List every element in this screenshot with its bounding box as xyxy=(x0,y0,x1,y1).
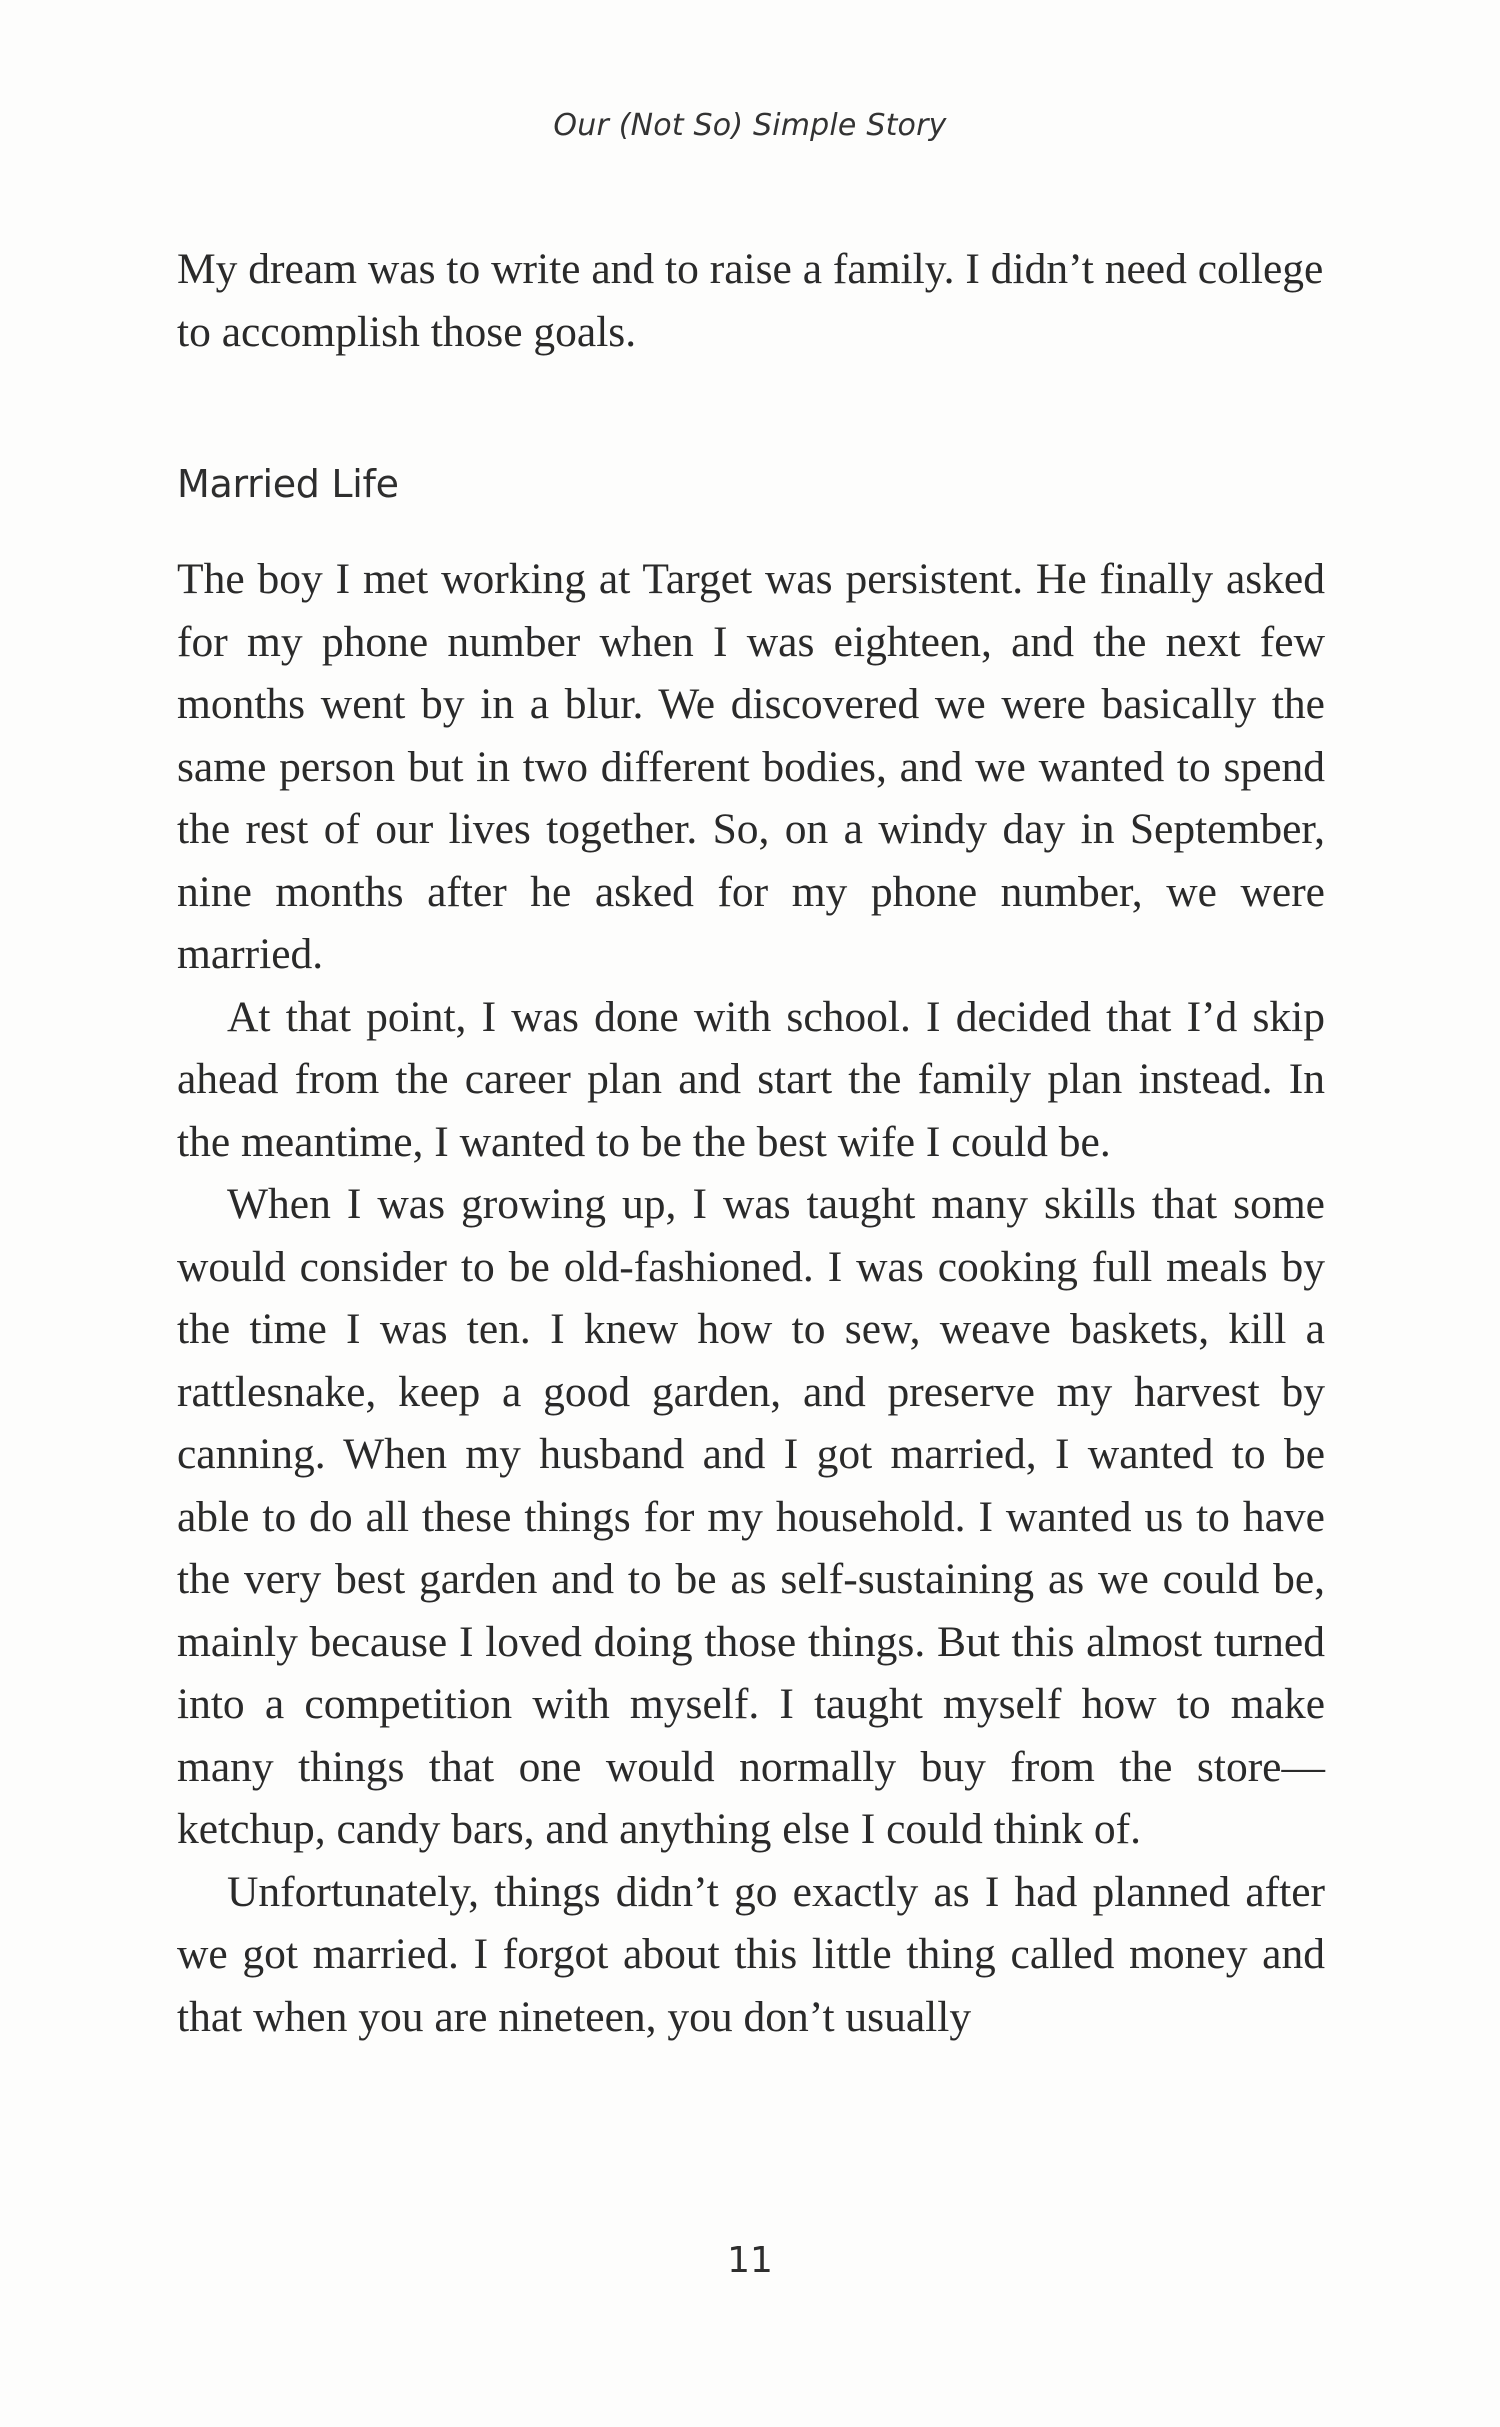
running-head: Our (Not So) Simple Story xyxy=(553,108,947,143)
section-heading: Married Life xyxy=(177,462,399,506)
section-body xyxy=(177,548,1325,2048)
intro-paragraph: My dream was to write and to raise a family. I didn’t need college to accomplish those goals. xyxy=(177,245,1324,356)
body-paragraph-4: Unfortunately, things didn’t go exactly as I had planned after we got married. I forgot about this little thing called money and that when you are nineteen, you don’t usually xyxy=(177,1867,1325,2041)
page-number: 11 xyxy=(727,2240,773,2281)
intro-text xyxy=(177,238,1325,363)
body-paragraph-1: The boy I met working at Target was persistent. He finally asked for my phone number when I was eighteen, and the next few months went by in a blur. We discovered we were basically the same person but in two different bodies, and we wanted to spend the rest of our lives together. So, on a windy day in September, nine months after he asked for my phone number, we were married. xyxy=(177,555,1325,978)
body-paragraph-3: When I was growing up, I was taught many skills that some would consider to be old-fashioned. I was cooking full meals by the time I was ten. I knew how to sew, weave baskets, kill a rattlesnake, keep a good garden, and preserve my harvest by canning. When my husband and I got married, I wanted to be able to do all these things for my household. I wanted us to have the very best garden and to be as self-sustaining as we could be, mainly because I loved doing those things. But this almost turned into a competition with myself. I taught myself how to make many things that one would normally buy from the store—ketchup, candy bars, and anything else I could think of. xyxy=(177,1180,1325,1853)
body-paragraph-2: At that point, I was done with school. I decided that I’d skip ahead from the career plan and start the family plan instead. In the meantime, I wanted to be the best wife I could be. xyxy=(177,992,1325,1166)
